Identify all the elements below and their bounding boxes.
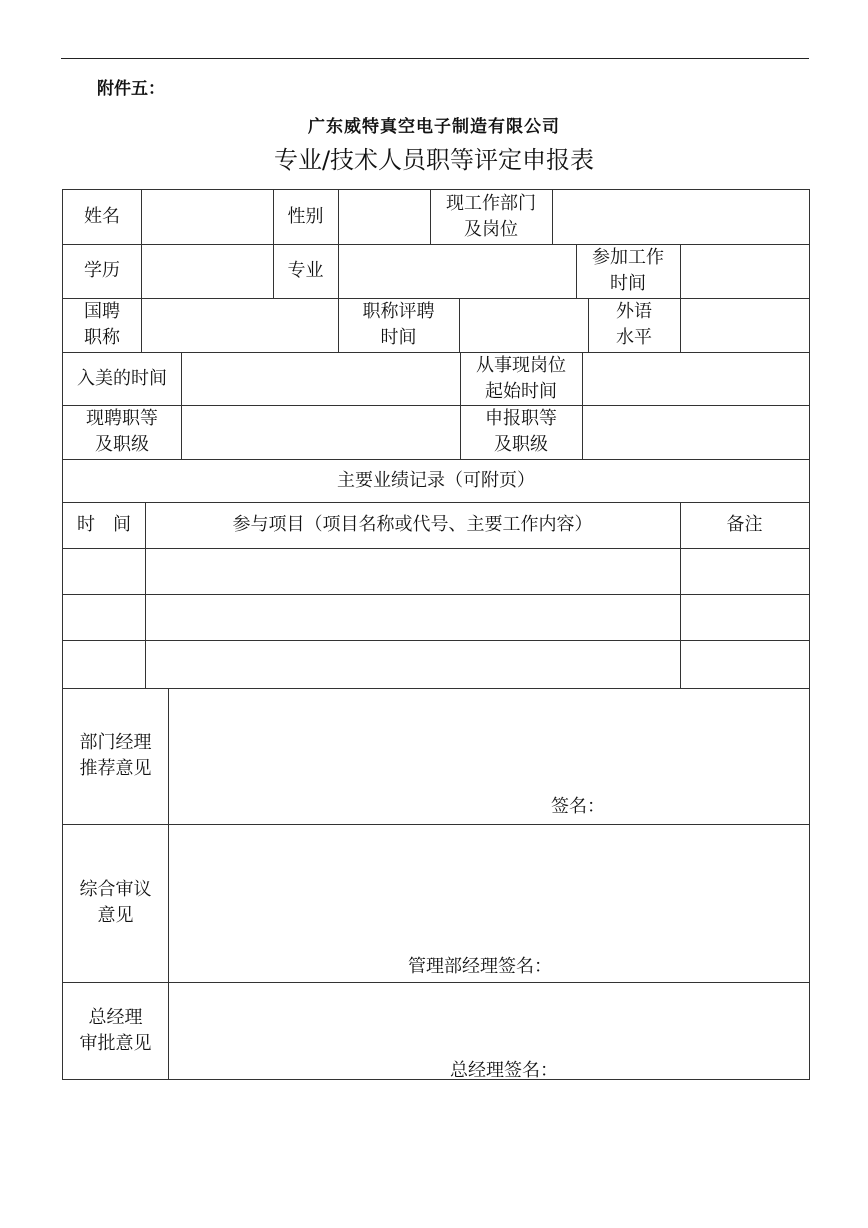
application-form [62,189,810,1080]
record-time-cell[interactable] [63,640,145,688]
gm-signature-label: 总经理签名： [450,1060,558,1081]
col-remark-header: 备注 [726,514,763,535]
work-start-field[interactable] [680,244,809,298]
title-eval-time-label: 职称评聘 时间 [362,301,435,348]
name-field[interactable] [141,190,273,244]
col-time-header: 时 间 [77,514,131,535]
gender-label: 性别 [287,206,324,227]
col-project-header: 参与项目（项目名称或代号、主要工作内容） [232,514,593,535]
top-rule [61,58,809,59]
dept-post-label: 现工作部门 及岗位 [446,193,536,240]
company-name: 广东威特真空电子制造有限公司 [308,117,560,137]
education-label: 学历 [84,260,120,281]
foreign-lang-label: 外语 水平 [616,301,652,348]
foreign-lang-field[interactable] [680,298,809,352]
work-start-label: 参加工作 时间 [592,247,664,294]
attachment-label: 附件五： [97,79,165,99]
gender-field[interactable] [338,190,430,244]
record-remark-cell[interactable] [680,594,809,640]
dept-manager-opinion-field[interactable] [168,688,809,824]
major-label: 专业 [287,260,324,281]
record-project-cell[interactable] [145,640,680,688]
dept-manager-signature-label: 签名： [551,796,605,817]
record-project-cell[interactable] [145,594,680,640]
applied-grade-label: 申报职等 及职级 [485,408,557,455]
record-project-cell[interactable] [145,548,680,594]
title-eval-time-field[interactable] [459,298,588,352]
dept-post-field[interactable] [552,190,809,244]
record-remark-cell[interactable] [680,548,809,594]
record-time-cell[interactable] [63,594,145,640]
record-remark-cell[interactable] [680,640,809,688]
post-start-label: 从事现岗位 起始时间 [476,354,566,402]
join-date-label: 入美的时间 [77,367,167,389]
dept-manager-label: 部门经理 推荐意见 [79,732,152,779]
record-time-cell[interactable] [63,548,145,594]
national-title-field[interactable] [141,298,338,352]
review-label: 综合审议 意见 [79,879,152,926]
current-grade-label: 现聘职等 及职级 [86,408,158,455]
name-label: 姓名 [84,206,120,227]
applied-grade-field[interactable] [582,405,809,459]
major-field[interactable] [338,244,576,298]
form-title: 专业/技术人员职等评定申报表 [273,146,595,174]
review-signature-label: 管理部经理签名： [408,956,552,977]
performance-header: 主要业绩记录（可附页） [337,469,535,491]
post-start-field[interactable] [582,352,809,405]
current-grade-field[interactable] [181,405,460,459]
national-title-label: 国聘 职称 [84,301,120,348]
education-field[interactable] [141,244,273,298]
gm-label: 总经理 审批意见 [79,1006,152,1054]
join-date-field[interactable] [181,352,460,405]
